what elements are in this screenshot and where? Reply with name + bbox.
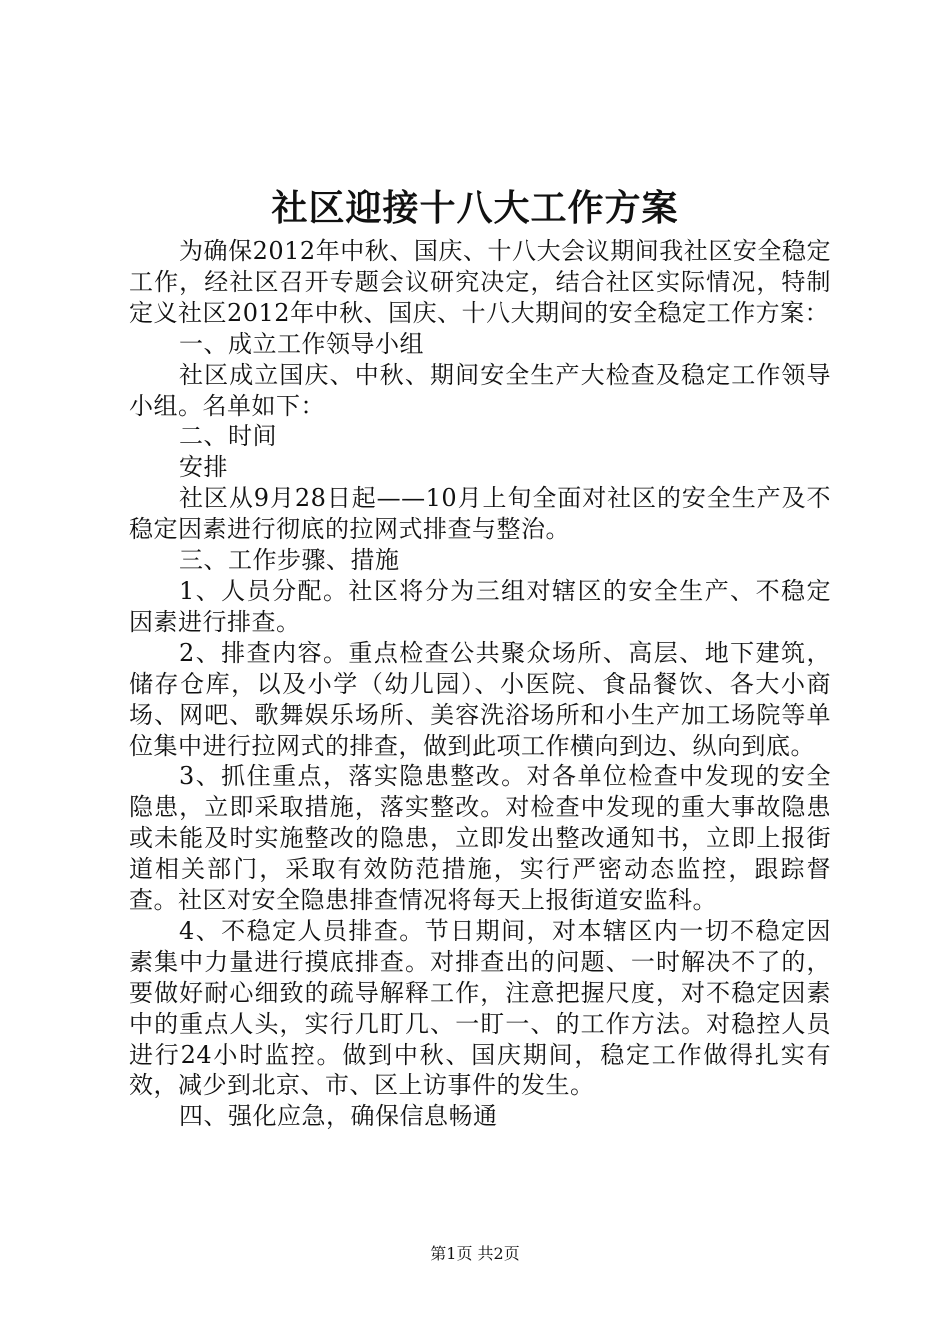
document-title: 社区迎接十八大工作方案 [271,187,679,229]
paragraph-step-4: 4、不稳定人员排查。节日期间，对本辖区内一切不稳定因素集中力量进行摸底排查。对排查出的问题、一时解决不了的，要做好耐心细致的疏导解释工作，注意把握尺度，对不稳定因素中的重点人头，实行几盯几、一盯一、的工作方法。对稳控人员进行24小时监控。做到中秋、国庆期间，稳定工作做得扎实有效，减少到北京、市、区上访事件的发生。 [129,916,831,1100]
heading-section-4: 四、强化应急，确保信息畅通 [179,1102,498,1131]
page-footer: 第1页 共2页 [430,1244,520,1263]
paragraph-step-2: 2、排查内容。重点检查公共聚众场所、高层、地下建筑，储存仓库，以及小学（幼儿园）、小医院、食品餐饮、各大小商场、网吧、歌舞娱乐场所、美容洗浴场所和小生产加工场院等单位集中进行拉网式的排查，做到此项工作横向到边、纵向到底。 [129,638,831,760]
paragraph-step-1: 1、人员分配。社区将分为三组对辖区的安全生产、不稳定因素进行排查。 [129,576,831,636]
paragraph-schedule: 社区从9月28日起——10月上旬全面对社区的安全生产及不稳定因素进行彻底的拉网式排查与整治。 [129,484,831,544]
heading-section-3: 三、工作步骤、措施 [179,546,400,575]
paragraph-leadership-group: 社区成立国庆、中秋、期间安全生产大检查及稳定工作领导小组。名单如下： [129,360,831,420]
heading-section-1: 一、成立工作领导小组 [179,329,424,358]
paragraph-step-3: 3、抓住重点，落实隐患整改。对各单位检查中发现的安全隐患，立即采取措施，落实整改。对检查中发现的重大事故隐患或未能及时实施整改的隐患，立即发出整改通知书，立即上报街道相关部门，采取有效防范措施，实行严密动态监控，跟踪督查。社区对安全隐患排查情况将每天上报街道安监科。 [129,762,831,915]
document-body [129,236,831,1132]
heading-section-2-cont: 安排 [179,453,228,482]
paragraph-intro: 为确保2012年中秋、国庆、十八大会议期间我社区安全稳定工作，经社区召开专题会议研究决定，结合社区实际情况，特制定义社区2012年中秋、国庆、十八大期间的安全稳定工作方案： [129,237,831,327]
heading-section-2: 二、时间 [179,422,277,451]
